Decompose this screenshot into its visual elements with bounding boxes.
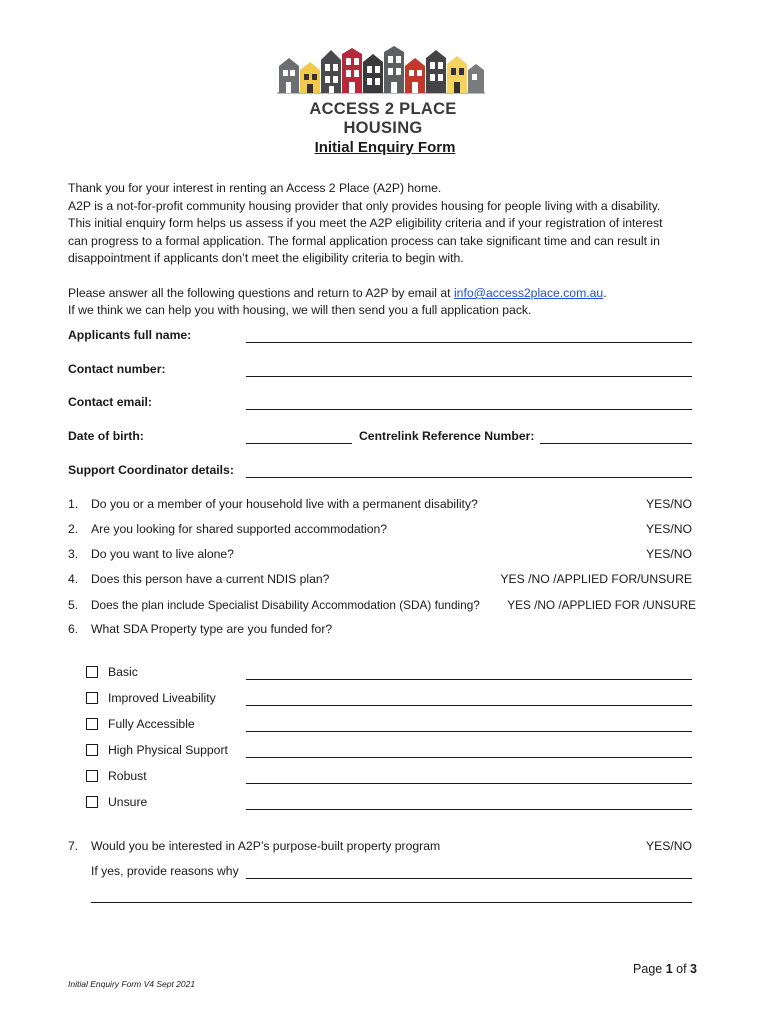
checkbox-robust[interactable]: [86, 770, 98, 782]
field-label-dob: Date of birth:: [68, 429, 144, 443]
option-label: Basic: [108, 665, 138, 679]
return-instructions-suffix: .: [603, 286, 607, 300]
option-label: Robust: [108, 769, 147, 783]
question-number: 2.: [68, 522, 79, 536]
field-label-full-name: Applicants full name:: [68, 328, 192, 342]
option-notes-line[interactable]: [246, 731, 692, 732]
question-text: Would you be interested in A2P’s purpose-built property program: [91, 839, 441, 853]
checkbox-improved-liveability[interactable]: [86, 692, 98, 704]
option-label: Unsure: [108, 795, 148, 809]
option-notes-line[interactable]: [246, 679, 692, 680]
option-notes-line[interactable]: [246, 809, 692, 810]
contact-email-input-line[interactable]: [246, 409, 692, 410]
brand-name: ACCESS 2 PLACE HOUSING: [309, 100, 457, 137]
support-coordinator-input-line[interactable]: [246, 477, 692, 478]
question-text: Does the plan include Specialist Disability Accommodation (SDA) funding?: [91, 598, 480, 612]
page-number: [633, 962, 697, 976]
reasons-input-line[interactable]: [246, 878, 692, 879]
field-label-contact-email: Contact email:: [68, 395, 152, 409]
checkbox-high-physical-support[interactable]: [86, 744, 98, 756]
option-notes-line[interactable]: [246, 757, 692, 758]
page-prefix: Page: [633, 962, 666, 976]
form-title: Initial Enquiry Form: [314, 139, 456, 156]
footer-version-note: Initial Enquiry Form V4 Sept 2021: [68, 979, 196, 989]
intro-line-2: A2P is a not-for-profit community housing provider that only provides housing for people living with a disability.: [68, 198, 661, 213]
followup-label: If yes, provide reasons why: [91, 864, 239, 878]
question-number: 5.: [68, 598, 79, 612]
question-text: Are you looking for shared supported accommodation?: [91, 522, 388, 536]
question-text: Do you or a member of your household live with a permanent disability?: [91, 497, 478, 511]
question-number: 1.: [68, 497, 79, 511]
question-text: Do you want to live alone?: [91, 547, 234, 561]
contact-number-input-line[interactable]: [246, 376, 692, 377]
full-name-input-line[interactable]: [246, 342, 692, 343]
checkbox-fully-accessible[interactable]: [86, 718, 98, 730]
question-number: 4.: [68, 572, 79, 586]
option-label: High Physical Support: [108, 743, 228, 757]
intro-line-1: Thank you for your interest in renting an Access 2 Place (A2P) home.: [68, 181, 442, 195]
question-answer-options[interactable]: YES /NO /APPLIED FOR/UNSURE: [500, 572, 692, 586]
reasons-input-line-2[interactable]: [91, 902, 692, 903]
question-text: What SDA Property type are you funded for?: [91, 622, 333, 636]
question-text: Does this person have a current NDIS plan?: [91, 572, 330, 586]
field-label-support-coordinator: Support Coordinator details:: [68, 463, 234, 477]
centrelink-input-line[interactable]: [540, 443, 692, 444]
checkbox-unsure[interactable]: [86, 796, 98, 808]
question-number: 6.: [68, 622, 79, 636]
field-label-contact-number: Contact number:: [68, 362, 166, 376]
option-label: Fully Accessible: [108, 717, 195, 731]
intro-line-5: disappointment if applicants don’t meet the eligibility criteria to begin with.: [68, 251, 464, 265]
option-label: Improved Liveability: [108, 691, 216, 705]
dob-input-line[interactable]: [246, 443, 352, 444]
question-answer-options[interactable]: YES/NO: [645, 522, 692, 536]
checkbox-basic[interactable]: [86, 666, 98, 678]
intro-line-3: This initial enquiry form helps us assess if you meet the A2P eligibility criteria and if your registration of interest: [68, 216, 663, 230]
row-of-houses-logo: [277, 44, 487, 94]
field-label-centrelink: Centrelink Reference Number:: [359, 429, 535, 443]
question-answer-options[interactable]: YES/NO: [645, 839, 692, 853]
question-number: 3.: [68, 547, 79, 561]
application-pack-note: If we think we can help you with housing, we will then send you a full application pack.: [68, 303, 532, 317]
option-notes-line[interactable]: [246, 705, 692, 706]
question-number: 7.: [68, 839, 79, 853]
intro-line-4: can progress to a formal application. The formal application process can take significant time and can result in: [68, 233, 660, 248]
page-of: of: [672, 962, 691, 976]
return-instructions: [68, 285, 698, 303]
question-answer-options[interactable]: YES /NO /APPLIED FOR /UNSURE: [507, 598, 696, 612]
page-current: 1: [665, 962, 673, 976]
question-answer-options[interactable]: YES/NO: [645, 497, 692, 511]
option-notes-line[interactable]: [246, 783, 692, 784]
email-link[interactable]: info@access2place.com.au: [453, 286, 604, 300]
return-instructions-prefix: Please answer all the following questions and return to A2P by email at: [68, 286, 454, 300]
page-total: 3: [690, 962, 697, 976]
question-answer-options[interactable]: YES/NO: [645, 547, 692, 561]
